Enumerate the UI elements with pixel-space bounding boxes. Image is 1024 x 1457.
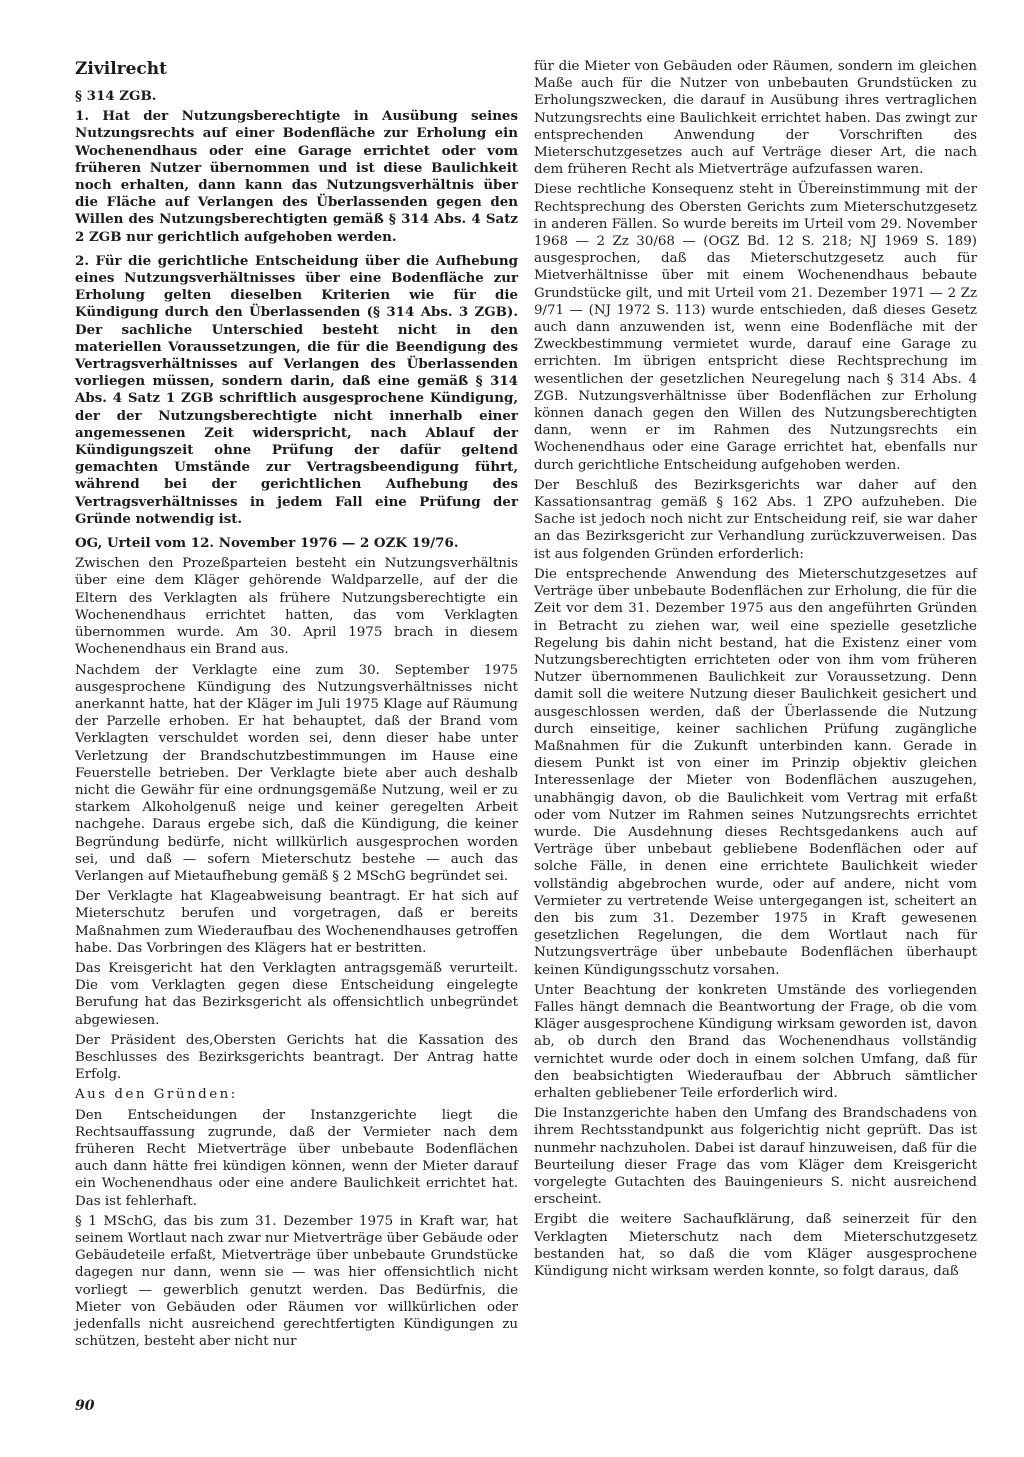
facts-paragraph: Der Präsident des,Obersten Gerichts hat die Kassation des Beschlusses des Bezirksgerichts beantragt. Der Antrag hatte Erfolg. — [75, 1032, 518, 1083]
left-column — [75, 58, 518, 1353]
facts-paragraph: Der Verklagte hat Klageabweisung beantragt. Er hat sich auf Mieterschutz berufen und vorgetragen, daß er bereits Maßnahmen zum Wiederaufbau des Wochenendhauses getroffen habe. Das Vorbringen des Klägers hat er bestritten. — [75, 889, 518, 956]
reasons-paragraph: Diese rechtliche Konsequenz steht in Übereinstimmung mit der Rechtsprechung des Obersten Gerichts zum Mieterschutzgesetz in anderen Fällen. So wurde bereits im Urteil vom 29. November 1968 — 2 Zz 30/68 — (OGZ Bd. 12 S. 218; NJ 1969 S. 189) ausgesprochen, daß das Mieterschutzgesetz auch für Mietverhältnisse über mit einem Wochenendhaus bebaute Grundstücke gilt, und mit Urteil vom 21. Dezember 1971 — 2 Zz 9/71 — (NJ 1972 S. 113) wurde entschieden, daß dieses Gesetz auch dann anzuwenden ist, wenn eine Bodenfläche mit der Zweckbestimmung vermietet wurde, darauf eine Garage zu errichten. Im übrigen entspricht diese Rechtsprechung im wesentlichen der gesetzlichen Neuregelung nach § 314 Abs. 4 ZGB. Nutzungsverhältnisse über Bodenflächen zur Erholung können danach gegen den Willen des Nutzungsberechtigten dann, wenn er im Rahmen des Nutzungsrechts ein Wochenendhaus oder eine Garage errichtet hat, ebenfalls nur durch gerichtliche Entscheidung aufgehoben werden. — [534, 182, 977, 473]
reasons-paragraph: Der Beschluß des Bezirksgerichts war daher auf den Kassationsantrag gemäß § 162 Abs. 1 ZPO aufzuheben. Die Sache ist jedoch noch nicht zur Entscheidung reif, sie war daher an das Bezirksgericht zur Verhandlung zurückzuverweisen. Das ist aus folgenden Gründen erforderlich: — [534, 477, 977, 562]
reasons-paragraph: Unter Beachtung der konkreten Umstände des vorliegenden Falles hängt demnach die Beantwortung der Frage, ob die vom Kläger ausgesprochene Kündigung wirksam geworden ist, davon ab, ob durch den Brand das Wochenendhaus vollständig vernichtet wurde oder doch in einem solchen Umfang, daß für den beabsichtigten Wiederaufbau der Abbruch sämtlicher erhalten gebliebener Teile erforderlich wird. — [534, 982, 977, 1101]
reasons-paragraph: Die entsprechende Anwendung des Mieterschutzgesetzes auf Verträge über unbebaute Bodenflächen zur Erholung, die für die Zeit vor dem 31. Dezember 1975 aus den angeführten Gründen in Betracht zu ziehen war, weil eine spezielle gesetzliche Regelung bis dahin nicht bestand, hat die Existenz einer vom Nutzungsberechtigten errichteten oder von ihm vom früheren Nutzer übernommenen Baulichkeit zur Voraussetzung. Denn damit soll die weitere Nutzung dieser Baulichkeit gesichert und ausgeschlossen werden, daß der Überlassende die Nutzung durch einseitige, keiner sachlichen Prüfung zugängliche Maßnahmen für die Zukunft unterbinden kann. Gerade in diesem Punkt ist von einer im Prinzip objektiv gleichen Interessenlage der Mieter von Bodenflächen auszugehen, unabhängig davon, ob die Baulichkeit vom Vertrag mit erfaßt oder vom Nutzer im Rahmen seines Nutzungsrechts errichtet wurde. Die Ausdehnung dieses Rechtsgedankens auch auf Verträge über unbebaut gebliebene Bodenflächen oder auf solche Fälle, in denen eine errichtete Baulichkeit wieder vollständig abgebrochen wurde, oder auf andere, nicht vom Vermieter zu vertretende Weise untergegangen ist, scheitert an den bis zum 31. Dezember 1975 in Kraft gewesenen gesetzlichen Regelungen, die dem Wortlaut nach für Nutzungsverträge über unbebaute Bodenflächen überhaupt keinen Kündigungsschutz vorsahen. — [534, 566, 977, 978]
headnote-item: 2. Für die gerichtliche Entscheidung über die Aufhebung eines Nutzungsverhältnisses über eine Bodenfläche zur Erholung gelten dieselben Kriterien wie für die Kündigung durch den Überlassenden (§ 314 Abs. 3 ZGB). Der sachliche Unterschied besteht nicht in den materiellen Voraussetzungen, die für die Beendigung des Vertragsverhältnisses auf Verlangen des Überlassenden vorliegen müssen, sondern darin, daß eine gemäß § 314 Abs. 4 Satz 1 ZGB schriftlich ausgesprochene Kündigung, der der Nutzungsberechtigte nicht innerhalb einer angemessenen Zeit widerspricht, nach Ablauf der Kündigungszeit ohne Prüfung der dafür geltend gemachten Umstände zur Vertragsbeendigung führt, während bei der gerichtlichen Aufhebung des Vertragsverhältnisses in jedem Fall eine Prüfung der Gründe notwendig ist. — [75, 252, 518, 527]
reasons-left — [75, 1107, 518, 1351]
reasons-paragraph: Die Instanzgerichte haben den Umfang des Brandschadens von ihrem Rechtsstandpunkt aus folgerichtig nicht geprüft. Das ist nunmehr nachzuholen. Dabei ist darauf hinzuweisen, daß für die Beurteilung dieser Frage das vom Kläger dem Kreisgericht vorgelegte Gutachten des Bauingenieurs S. nicht ausreichend erscheint. — [534, 1106, 977, 1208]
reasons-paragraph: für die Mieter von Gebäuden oder Räumen, sondern im gleichen Maße auch für die Nutzer von unbebauten Grundstücken zu Erholungszwecken, die darauf in Ausübung ihres vertraglichen Nutzungsrechts eine Baulichkeit errichtet haben. Das zwingt zur entsprechenden Anwendung der Vorschriften des Mieterschutzgesetzes auch auf Verträge dieser Art, die nach dem früheren Recht als Mietverträge aufzufassen waren. — [534, 59, 977, 178]
right-column — [534, 58, 977, 1283]
section-title: Zivilrecht — [75, 59, 167, 79]
headnote — [75, 108, 518, 528]
reasons-paragraph: § 1 MSchG, das bis zum 31. Dezember 1975 in Kraft war, hat seinem Wortlaut nach zwar nur Mietverträge über Gebäude oder Gebäudeteile erfaßt, Mietverträge über unbebaute Grundstücke dagegen nur dann, wenn sie — was hier offensichtlich nicht vorliegt — gewerblich genutzt werden. Das Bedürfnis, die Mieter von Gebäuden oder Räumen vor willkürlichen oder jedenfalls nicht ausreichend gerechtfertigten Kündigungen zu schützen, besteht aber nicht nur — [75, 1213, 518, 1350]
court-citation: OG, Urteil vom 12. November 1976 — 2 OZK 19/76. — [75, 535, 459, 552]
facts-paragraph: Nachdem der Verklagte eine zum 30. September 1975 ausgesprochene Kündigung des Nutzungsverhältnisses nicht anerkannt hatte, hat der Kläger im Juli 1975 Klage auf Räumung der Parzelle erhoben. Er hat behauptet, daß der Brand vom Verklagten verschuldet worden sei, denn dieser habe unter Verletzung der Brandschutzbestimmungen im Hause eine Feuerstelle betrieben. Der Verklagte biete aber auch deshalb nicht die Gewähr für eine ordnungsgemäße Nutzung, weil er zu starkem Alkoholgenuß neige und keiner geregelten Arbeit nachgehe. Daraus ergebe sich, daß die Kündigung, die keiner Begründung bedürfe, nicht willkürlich ausgesprochen worden sei, und daß — sofern Mieterschutz bestehe — auch das Verlangen auf Mietaufhebung gemäß § 2 MSchG begründet sei. — [75, 662, 518, 884]
page-number: 90 — [75, 1398, 95, 1414]
facts — [75, 555, 518, 1083]
reasons-paragraph: Den Entscheidungen der Instanzgerichte liegt die Rechtsauffassung zugrunde, daß der Vermieter nach dem früheren Recht Mietverträge über unbebaute Bodenflächen auch dann hätte frei kündigen können, wenn der Mieter darauf ein Wochenendhaus oder eine andere Baulichkeit errichtet hat. Das ist fehlerhaft. — [75, 1107, 518, 1209]
paragraph-reference: § 314 ZGB. — [75, 88, 157, 104]
reasons-paragraph: Ergibt die weitere Sachaufklärung, daß seinerzeit für den Verklagten Mieterschutz nach dem Mieterschutzgesetz bestanden hat, so daß die vom Kläger ausgesprochene Kündigung nicht wirksam werden konnte, so folgt daraus, daß — [534, 1212, 977, 1280]
reasons-heading: Aus den Gründen: — [75, 1087, 238, 1103]
headnote-item: 1. Hat der Nutzungsberechtigte in Ausübung seines Nutzungsrechts auf einer Bodenfläche zur Erholung ein Wochenendhaus oder eine Garage errichtet oder vom früheren Nutzer übernommen und ist diese Baulichkeit noch erhalten, dann kann das Nutzungsverhältnis über die Fläche auf Verlangen des Überlassenden gegen den Willen des Nutzungsberechtigten gemäß § 314 Abs. 4 Satz 2 ZGB nur gerichtlich aufgehoben werden. — [75, 108, 518, 245]
facts-paragraph: Das Kreisgericht hat den Verklagten antragsgemäß verurteilt. Die vom Verklagten gegen diese Entscheidung eingelegte Berufung hat das Bezirksgericht als offensichtlich unbegründet abgewiesen. — [75, 960, 518, 1028]
facts-paragraph: Zwischen den Prozeßparteien besteht ein Nutzungsverhältnis über eine dem Kläger gehörende Waldparzelle, auf der die Eltern des Verklagten als frühere Nutzungsberechtigte ein Wochenendhaus errichtet hatten, das vom Verklagten übernommen wurde. Am 30. April 1975 brach in diesem Wochenendhaus ein Brand aus. — [75, 556, 518, 658]
